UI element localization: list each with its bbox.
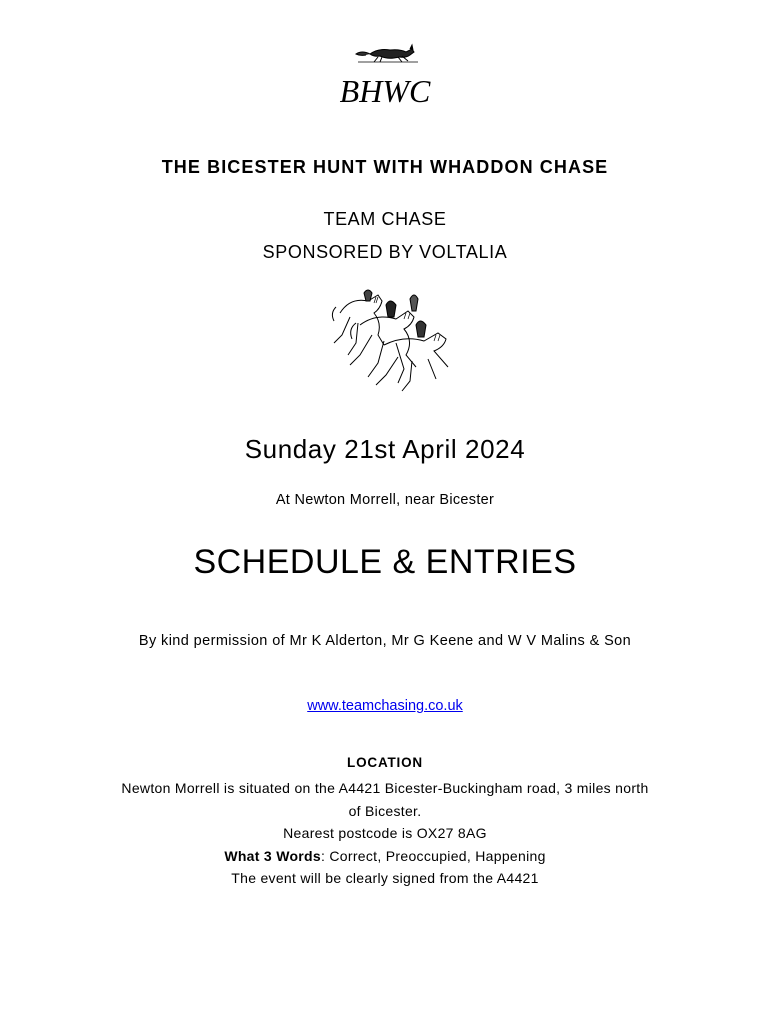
- location-postcode: Nearest postcode is OX27 8AG: [283, 825, 487, 841]
- permission-notice: By kind permission of Mr K Alderton, Mr G Keene and W V Malins & Son: [138, 633, 632, 649]
- location-heading: LOCATION: [347, 755, 423, 770]
- what3words-line: [115, 845, 655, 868]
- sponsor-line: SPONSORED BY VOLTALIA: [262, 242, 508, 262]
- website-link-container: [0, 698, 770, 714]
- event-venue: At Newton Morrell, near Bicester: [275, 492, 495, 508]
- location-signage: The event will be clearly signed from the A4421: [231, 870, 539, 886]
- horses-and-riders-icon: [320, 283, 460, 393]
- website-link[interactable]: www.teamchasing.co.uk: [307, 698, 463, 714]
- what3words-value: : Correct, Preoccupied, Happening: [321, 847, 546, 864]
- location-details: [115, 777, 655, 890]
- event-type: TEAM CHASE: [323, 209, 447, 229]
- organisation-title: THE BICESTER HUNT WITH WHADDON CHASE: [161, 157, 609, 177]
- event-date: Sunday 21st April 2024: [244, 434, 526, 464]
- document-title: SCHEDULE & ENTRIES: [193, 543, 577, 581]
- what3words-label: What 3 Words: [224, 847, 321, 864]
- bhwc-logo: [330, 40, 440, 112]
- location-directions: Newton Morrell is situated on the A4421 Bicester-Buckingham road, 3 miles north of Bicester.: [121, 780, 649, 819]
- fox-icon: [356, 45, 418, 62]
- logo-text: BHWC: [339, 73, 431, 109]
